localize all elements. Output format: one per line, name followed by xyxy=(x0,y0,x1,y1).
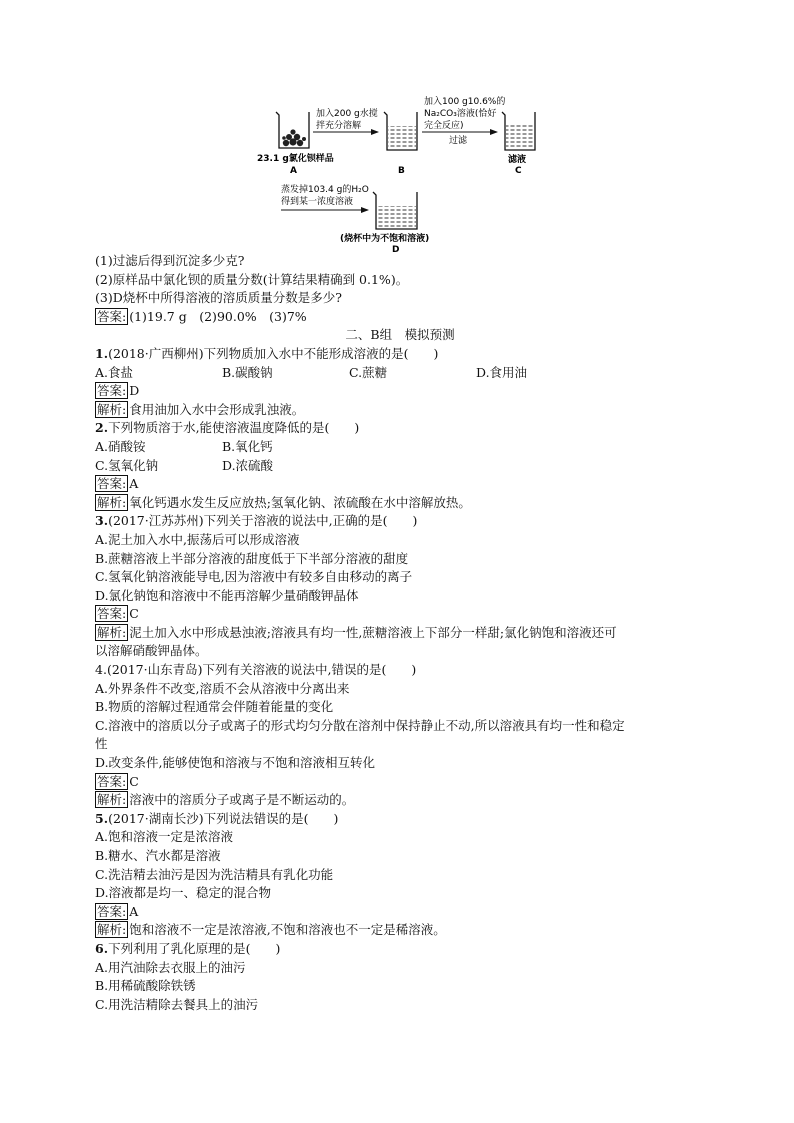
question-stem xyxy=(95,512,705,531)
question-text: 下列利用了乳化原理的是( ) xyxy=(108,940,281,956)
question-stem xyxy=(95,661,705,680)
option-d: D.食用油 xyxy=(476,364,528,380)
label-b: B xyxy=(398,166,405,176)
question-text: (2017·湖南长沙)下列说法错误的是( ) xyxy=(108,810,339,826)
option-d: D.溶液都是均一、稳定的混合物 xyxy=(95,885,272,901)
question-number: 5. xyxy=(95,810,109,826)
analysis-tag: 解析: xyxy=(97,792,127,808)
option-row xyxy=(95,364,705,383)
question-number: 1. xyxy=(95,345,109,361)
option-a: A.硝酸铵 xyxy=(95,438,146,454)
step1-text-1: 加入200 g水搅 xyxy=(316,109,378,119)
answer-text: C xyxy=(129,773,139,789)
option-c: C.溶液中的溶质以分子或离子的形式均匀分散在溶剂中保持静止不动,所以溶液具有均一性和稳定 xyxy=(95,717,625,733)
analysis-tag: 解析: xyxy=(97,494,127,510)
question-stem xyxy=(95,940,705,959)
answer-line xyxy=(95,903,705,922)
section-title: 二、B组 模拟预测 xyxy=(345,327,455,343)
analysis-continuation: 以溶解硝酸钾晶体。 xyxy=(95,643,208,659)
answer-text: C xyxy=(129,606,139,622)
step1-text-2: 拌充分溶解 xyxy=(316,121,362,131)
answer-tag: 答案: xyxy=(97,606,127,622)
option-b: B.糖水、汽水都是溶液 xyxy=(95,848,221,863)
answer-tag: 答案: xyxy=(97,476,127,492)
option-c: C.蔗糖 xyxy=(349,364,388,380)
question-number: 2. xyxy=(95,420,109,436)
option-c: C.氢氧化钠溶液能导电,因为溶液中有较多自由移动的离子 xyxy=(95,569,413,585)
option-b: B.氧化钙 xyxy=(222,438,273,454)
option-row xyxy=(95,438,705,457)
label-d-caption: (烧杯中为不饱和溶液) xyxy=(340,234,430,244)
label-c-caption: 滤液 xyxy=(508,155,527,165)
beaker-b xyxy=(384,112,417,150)
answer-text: D xyxy=(129,383,140,399)
question-number: 3. xyxy=(95,513,109,529)
option-c: C.用洗洁精除去餐具上的油污 xyxy=(95,996,259,1012)
label-a-caption: 23.1 g氯化钡样品 xyxy=(257,154,334,164)
answer-line xyxy=(95,308,705,327)
analysis-line xyxy=(95,791,705,810)
option-a: A.泥土加入水中,振荡后可以形成溶液 xyxy=(95,531,300,547)
option-a: A.食盐 xyxy=(95,364,134,380)
answer-line xyxy=(95,773,705,792)
step2-text-2: Na₂CO₃溶液(恰好 xyxy=(424,109,497,119)
beaker-a xyxy=(276,112,309,148)
analysis-text: 食用油加入水中会形成乳浊液。 xyxy=(129,401,305,417)
question-text: (2017·山东青岛)下列有关溶液的说法中,错误的是( ) xyxy=(106,662,417,678)
question-text: (2017·江苏苏州)下列关于溶液的说法中,正确的是( ) xyxy=(108,513,418,529)
question-line: (1)过滤后得到沉淀多少克? xyxy=(95,253,245,268)
option-c-continuation: 性 xyxy=(95,736,108,752)
analysis-line xyxy=(95,401,705,420)
question-number: 4. xyxy=(95,662,107,678)
step2-text-4: 过滤 xyxy=(449,136,468,146)
question-line: (2)原样品中氯化钡的质量分数(计算结果精确到 0.1%)。 xyxy=(95,271,409,287)
analysis-text: 饱和溶液不一定是浓溶液,不饱和溶液也不一定是稀溶液。 xyxy=(129,922,446,938)
label-d: D xyxy=(392,245,400,252)
answer-text: A xyxy=(129,476,139,492)
analysis-tag: 解析: xyxy=(97,401,127,417)
option-a: A.用汽油除去衣服上的油污 xyxy=(95,959,246,975)
main-content xyxy=(95,252,705,1014)
analysis-text: 泥土加入水中形成悬浊液;溶液具有均一性,蔗糖溶液上下部分一样甜;氯化钠饱和溶液还可 xyxy=(129,624,617,640)
option-c: C.氢氧化钠 xyxy=(95,457,159,473)
analysis-tag: 解析: xyxy=(97,922,127,938)
step2-text-1: 加入100 g10.6%的 xyxy=(424,97,506,107)
option-b: B.物质的溶解过程通常会伴随着能量的变化 xyxy=(95,699,334,715)
option-a: A.外界条件不改变,溶质不会从溶液中分离出来 xyxy=(95,680,350,696)
step3-text-1: 蒸发掉103.4 g的H₂O xyxy=(281,185,369,195)
question-text: 下列物质溶于水,能使溶液温度降低的是( ) xyxy=(108,420,360,436)
step3-text-2: 得到某一浓度溶液 xyxy=(281,197,354,207)
label-c: C xyxy=(515,166,522,176)
option-c: C.洗洁精去油污是因为洗洁精具有乳化功能 xyxy=(95,866,334,882)
answer-line xyxy=(95,382,705,401)
answer-line xyxy=(95,475,705,494)
option-d: D.氯化钠饱和溶液中不能再溶解少量硝酸钾晶体 xyxy=(95,587,359,603)
beaker-c xyxy=(502,112,535,150)
question-stem xyxy=(95,810,705,829)
answer-text: A xyxy=(129,903,139,919)
question-stem xyxy=(95,345,705,364)
beaker-d xyxy=(373,192,417,229)
answer-tag: 答案: xyxy=(97,773,127,789)
analysis-line xyxy=(95,494,705,513)
analysis-text: 氧化钙遇水发生反应放热;氢氧化钠、浓硫酸在水中溶解放热。 xyxy=(129,494,471,510)
option-d: D.改变条件,能够使饱和溶液与不饱和溶液相互转化 xyxy=(95,755,376,771)
option-d: D.浓硫酸 xyxy=(222,457,274,473)
question-line: (3)D烧杯中所得溶液的溶质质量分数是多少? xyxy=(95,290,342,306)
question-number: 6. xyxy=(95,940,109,956)
option-b: B.蔗糖溶液上半部分溶液的甜度低于下半部分溶液的甜度 xyxy=(95,550,409,566)
analysis-text: 溶液中的溶质分子或离子是不断运动的。 xyxy=(129,792,355,808)
answer-text: (1)19.7 g (2)90.0% (3)7% xyxy=(129,308,307,324)
question-text: (2018·广西柳州)下列物质加入水中不能形成溶液的是( ) xyxy=(108,345,439,361)
option-a: A.饱和溶液一定是浓溶液 xyxy=(95,829,234,845)
answer-tag: 答案: xyxy=(97,383,127,399)
option-row xyxy=(95,457,705,476)
option-b: B.碳酸钠 xyxy=(222,364,273,380)
experiment-diagram xyxy=(0,0,794,252)
label-a: A xyxy=(290,166,297,176)
analysis-line xyxy=(95,921,705,940)
analysis-tag: 解析: xyxy=(97,624,127,640)
answer-tag: 答案: xyxy=(97,308,127,324)
analysis-line xyxy=(95,624,705,643)
answer-tag: 答案: xyxy=(97,903,127,919)
step2-text-3: 完全反应) xyxy=(424,121,464,131)
option-b: B.用稀硫酸除铁锈 xyxy=(95,978,196,994)
question-stem xyxy=(95,419,705,438)
answer-line xyxy=(95,605,705,624)
